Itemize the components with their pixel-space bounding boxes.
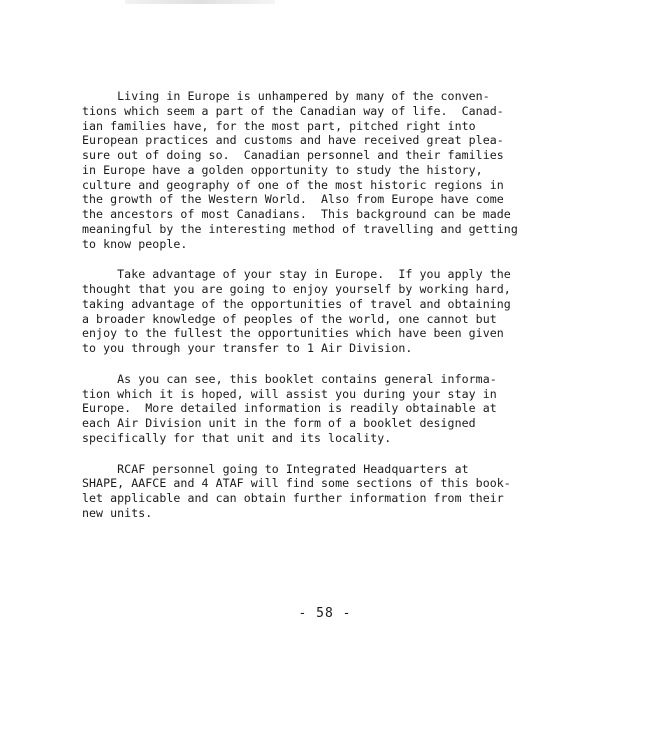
text-line: SHAPE, AAFCE and 4 ATAF will find some sections of this book- xyxy=(82,476,511,491)
text-line: tion which it is hoped, will assist you during your stay in xyxy=(82,386,497,401)
text-line: meaningful by the interesting method of travelling and getting xyxy=(82,221,518,236)
text-line: culture and geography of one of the most historic regions in xyxy=(82,177,504,192)
text-line: to know people. xyxy=(82,236,188,251)
paragraph-living-in-europe xyxy=(82,89,522,251)
text-line: enjoy to the fullest the opportunities which have been given xyxy=(82,326,504,341)
text-line: to you through your transfer to 1 Air Division. xyxy=(82,341,413,355)
text-line: Europe. More detailed information is readily obtainable at xyxy=(82,401,497,416)
body-text xyxy=(82,89,522,537)
text-line: European practices and customs and have received great plea- xyxy=(82,133,504,148)
text-line: the growth of the Western World. Also from Europe have come xyxy=(82,192,504,207)
text-line: taking advantage of the opportunities of travel and obtaining xyxy=(82,296,511,311)
text-line: new units. xyxy=(82,505,153,520)
text-line: thought that you are going to enjoy yourself by working hard, xyxy=(82,282,511,296)
text-line: ian families have, for the most part, pitched right into xyxy=(82,118,476,133)
text-line: let applicable and can obtain further information from their xyxy=(82,491,504,505)
text-line: specifically for that unit and its locality. xyxy=(82,430,392,445)
paragraph-take-advantage xyxy=(82,267,522,356)
page-number: - 58 - xyxy=(298,606,352,621)
text-line: Take advantage of your stay in Europe. If you apply the xyxy=(82,267,511,282)
paragraph-rcaf-personnel xyxy=(82,462,522,521)
text-line: the ancestors of most Canadians. This background can be made xyxy=(82,207,511,221)
text-line: tions which seem a part of the Canadian way of life. Canad- xyxy=(82,103,504,118)
paragraph-booklet-information xyxy=(82,372,522,446)
text-line: each Air Division unit in the form of a booklet designed xyxy=(82,416,476,430)
text-line: Living in Europe is unhampered by many of the conven- xyxy=(82,89,490,103)
scan-artifact xyxy=(125,0,275,4)
text-line: RCAF personnel going to Integrated Headquarters at xyxy=(82,461,469,476)
text-line: As you can see, this booklet contains general informa- xyxy=(82,371,497,386)
text-line: sure out of doing so. Canadian personnel and their families xyxy=(82,148,504,162)
text-line: in Europe have a golden opportunity to study the history, xyxy=(82,162,483,177)
text-line: a broader knowledge of peoples of the world, one cannot but xyxy=(82,311,497,326)
